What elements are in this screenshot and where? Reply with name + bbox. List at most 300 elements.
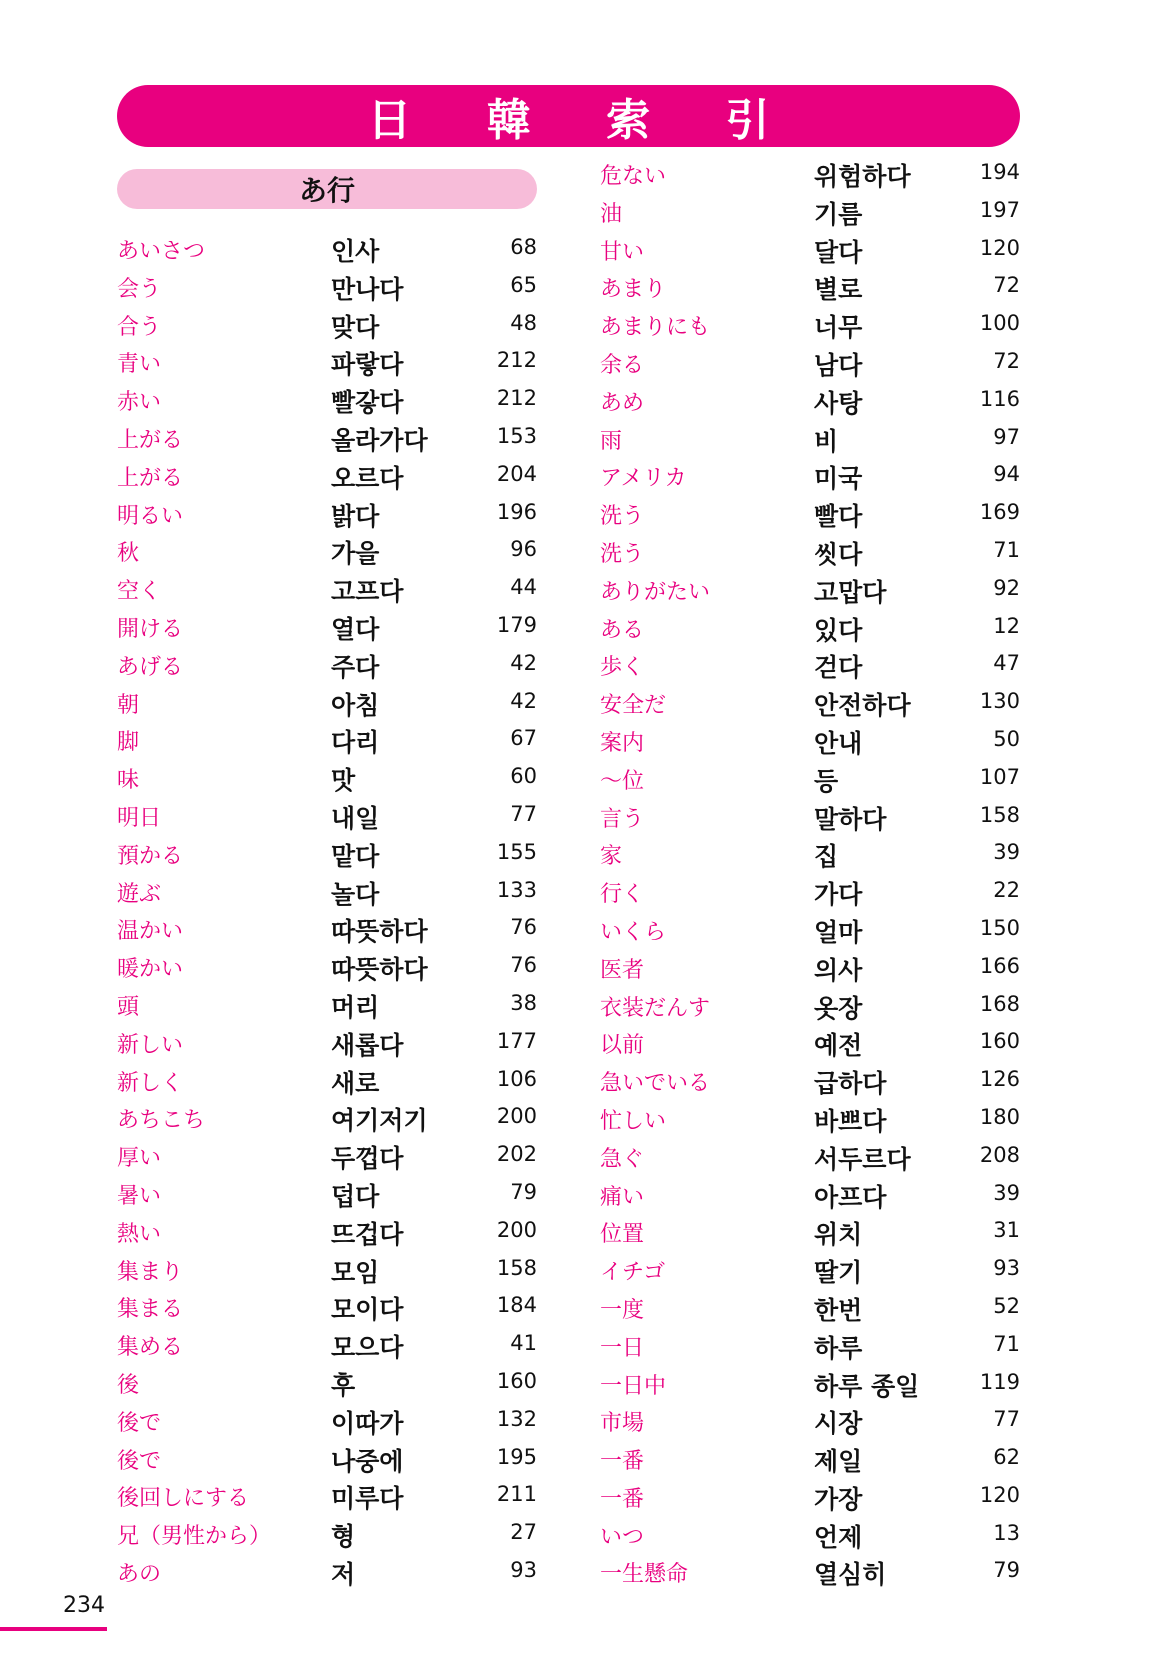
title-banner	[117, 85, 1020, 147]
page-reference: 179	[496, 612, 537, 637]
page-reference: 76	[510, 953, 537, 978]
japanese-term: 預かる	[117, 843, 184, 869]
korean-term: 씻다	[814, 539, 863, 569]
index-entry	[600, 493, 1020, 531]
index-entry	[600, 1363, 1020, 1401]
korean-term: 위험하다	[814, 162, 911, 191]
korean-term: 얼마	[814, 917, 863, 947]
page-reference: 71	[993, 537, 1020, 562]
page-reference: 44	[510, 575, 537, 600]
index-entry	[117, 984, 537, 1022]
page-reference: 208	[979, 1142, 1020, 1167]
index-entry	[117, 1060, 537, 1098]
page-reference: 100	[979, 311, 1020, 336]
korean-term: 안전하다	[814, 691, 911, 721]
korean-term: 밝다	[331, 501, 380, 531]
page-reference: 130	[979, 689, 1020, 714]
korean-term: 있다	[814, 615, 863, 645]
japanese-term: 開ける	[117, 616, 184, 642]
index-entry	[117, 946, 537, 984]
japanese-term: 合う	[117, 314, 162, 340]
korean-term: 다리	[331, 728, 380, 758]
index-entry	[117, 568, 537, 606]
page-reference: 72	[993, 348, 1020, 373]
index-entry	[117, 871, 537, 909]
japanese-term: 後回しにする	[117, 1486, 250, 1512]
index-entry	[600, 531, 1020, 569]
japanese-term: 厚い	[117, 1146, 162, 1172]
index-entry	[117, 1362, 537, 1400]
korean-term: 뜨겁다	[331, 1219, 404, 1249]
index-column-left	[117, 228, 537, 1589]
page-reference: 71	[993, 1331, 1020, 1356]
japanese-term: 上がる	[117, 465, 184, 491]
page-reference: 197	[979, 197, 1020, 222]
korean-term: 놀다	[331, 879, 380, 909]
index-entry	[117, 1438, 537, 1476]
index-entry	[117, 644, 537, 682]
index-entry	[117, 266, 537, 304]
page-reference: 93	[510, 1557, 537, 1582]
index-entry	[600, 947, 1020, 985]
japanese-term: ある	[600, 617, 645, 643]
page-reference: 169	[979, 500, 1020, 525]
index-entry	[117, 1211, 537, 1249]
page-reference: 97	[993, 424, 1020, 449]
japanese-term: イチゴ	[600, 1260, 666, 1286]
page-reference: 120	[979, 235, 1020, 260]
section-title: あ行	[298, 174, 355, 207]
korean-term: 나중에	[331, 1446, 404, 1476]
page-reference: 22	[993, 878, 1020, 903]
index-entry	[600, 1514, 1020, 1552]
japanese-term: 味	[117, 768, 140, 794]
index-entry	[600, 1325, 1020, 1363]
page-reference: 96	[510, 537, 537, 562]
japanese-term: 一日中	[600, 1373, 667, 1399]
page-reference: 150	[979, 915, 1020, 940]
korean-term: 한번	[814, 1295, 863, 1325]
index-entry	[117, 379, 537, 417]
japanese-term: あの	[117, 1561, 162, 1587]
japanese-term: あめ	[600, 390, 645, 416]
japanese-term: ～位	[600, 768, 645, 794]
japanese-term: あいさつ	[117, 239, 206, 264]
index-entry	[600, 1438, 1020, 1476]
page-reference: 13	[993, 1520, 1020, 1545]
korean-term: 별로	[814, 275, 863, 305]
japanese-term: 上がる	[117, 427, 184, 453]
page-reference: 79	[993, 1558, 1020, 1583]
page-reference: 155	[496, 839, 537, 864]
japanese-term: 暖かい	[117, 957, 184, 983]
page-reference: 41	[510, 1331, 537, 1356]
index-entry	[600, 418, 1020, 456]
korean-term: 이따가	[331, 1408, 404, 1438]
japanese-term: 案内	[600, 730, 645, 756]
index-entry	[117, 757, 537, 795]
korean-term: 제일	[814, 1447, 863, 1477]
korean-term: 말하다	[814, 804, 887, 834]
korean-term: 하루	[814, 1333, 863, 1363]
japanese-term: 一番	[600, 1486, 645, 1512]
korean-term: 위치	[814, 1220, 863, 1250]
japanese-term: 秋	[117, 541, 140, 567]
page-reference: 204	[496, 461, 537, 486]
page-reference: 72	[993, 273, 1020, 298]
japanese-term: あまり	[600, 277, 667, 303]
page-reference: 202	[496, 1142, 537, 1167]
korean-term: 가장	[814, 1484, 863, 1514]
index-entry	[117, 1513, 537, 1551]
index-entry	[600, 153, 1020, 191]
index-entry	[600, 644, 1020, 682]
page-reference: 180	[979, 1104, 1020, 1129]
japanese-term: 位置	[600, 1222, 645, 1248]
index-entry	[117, 493, 537, 531]
japanese-term: 集める	[117, 1335, 184, 1361]
korean-term: 언제	[814, 1522, 863, 1552]
korean-term: 올라가다	[331, 425, 428, 455]
page-reference: 177	[496, 1028, 537, 1053]
japanese-term: 甘い	[600, 239, 645, 265]
page-reference: 47	[993, 651, 1020, 676]
japanese-term: 洗う	[600, 541, 645, 567]
japanese-term: 衣装だんす	[600, 995, 711, 1021]
index-entry	[600, 682, 1020, 720]
page-reference: 212	[496, 386, 537, 411]
page-reference: 79	[510, 1179, 537, 1204]
korean-term: 미루다	[331, 1484, 404, 1514]
japanese-term: 集まり	[117, 1259, 184, 1285]
korean-term: 열심히	[814, 1560, 887, 1590]
japanese-term: 朝	[117, 692, 140, 718]
japanese-term: 行く	[600, 882, 645, 908]
index-entry	[600, 796, 1020, 834]
korean-term: 가다	[814, 880, 863, 910]
japanese-term: ありがたい	[600, 579, 711, 605]
korean-term: 만나다	[331, 274, 404, 304]
korean-term: 남다	[814, 350, 863, 380]
page-reference: 27	[510, 1520, 537, 1545]
page-reference: 166	[979, 953, 1020, 978]
japanese-term: いくら	[600, 919, 667, 945]
index-entry	[600, 1022, 1020, 1060]
page-reference: 48	[510, 310, 537, 335]
page-reference: 92	[993, 575, 1020, 600]
page-reference: 39	[993, 840, 1020, 865]
page-reference: 77	[510, 801, 537, 826]
japanese-term: 雨	[600, 428, 623, 454]
index-entry	[600, 1249, 1020, 1287]
index-entry	[117, 1173, 537, 1211]
japanese-term: 新しく	[117, 1070, 184, 1096]
korean-term: 달다	[814, 237, 863, 267]
korean-term: 가을	[331, 539, 380, 569]
index-entry	[600, 909, 1020, 947]
japanese-term: 暑い	[117, 1183, 162, 1209]
page-number-rule	[0, 1627, 107, 1631]
korean-term: 형	[331, 1522, 356, 1552]
korean-term: 모이다	[331, 1295, 404, 1325]
page-reference: 60	[510, 764, 537, 789]
page-reference: 158	[496, 1255, 537, 1280]
korean-term: 비	[814, 426, 839, 456]
index-entry	[600, 380, 1020, 418]
japanese-term: 一度	[600, 1297, 645, 1323]
korean-term: 예전	[814, 1031, 863, 1061]
index-entry	[600, 607, 1020, 645]
index-entry	[117, 908, 537, 946]
japanese-term: 後で	[117, 1448, 162, 1474]
korean-term: 급하다	[814, 1069, 887, 1099]
japanese-term: 余る	[600, 352, 645, 378]
korean-term: 따뜻하다	[331, 955, 428, 985]
japanese-term: 一生懸命	[600, 1562, 689, 1588]
japanese-term: あまりにも	[600, 315, 711, 341]
japanese-term: 市場	[600, 1411, 645, 1437]
japanese-term: 頭	[117, 994, 140, 1020]
korean-term: 여기저기	[331, 1106, 428, 1136]
index-column-right	[600, 153, 1020, 1589]
page-title: 日 韓 索 引	[367, 95, 800, 146]
japanese-term: 遊ぶ	[117, 881, 162, 907]
index-entry	[117, 530, 537, 568]
index-entry	[117, 1249, 537, 1287]
korean-term: 서두르다	[814, 1144, 911, 1174]
section-header	[117, 169, 537, 209]
index-entry	[600, 1174, 1020, 1212]
korean-term: 따뜻하다	[331, 917, 428, 947]
page-reference: 93	[993, 1256, 1020, 1281]
page-reference: 39	[993, 1180, 1020, 1205]
index-entry	[600, 266, 1020, 304]
index-entry	[117, 795, 537, 833]
index-entry	[117, 228, 537, 266]
korean-term: 새롭다	[331, 1030, 404, 1060]
korean-term: 너무	[814, 313, 863, 343]
index-entry	[600, 871, 1020, 909]
page-reference: 160	[496, 1368, 537, 1393]
japanese-term: 家	[600, 844, 623, 870]
japanese-term: 会う	[117, 276, 162, 302]
index-entry	[117, 833, 537, 871]
index-entry	[600, 191, 1020, 229]
index-entry	[600, 229, 1020, 267]
korean-term: 미국	[814, 464, 863, 494]
page-reference: 126	[979, 1067, 1020, 1092]
korean-term: 고프다	[331, 577, 404, 607]
japanese-term: 洗う	[600, 504, 645, 530]
index-entry	[600, 1400, 1020, 1438]
page-reference: 194	[979, 160, 1020, 184]
japanese-term: 温かい	[117, 919, 184, 945]
index-entry	[117, 1286, 537, 1324]
page-reference: 65	[510, 272, 537, 297]
korean-term: 덥다	[331, 1181, 380, 1211]
korean-term: 두껍다	[331, 1144, 404, 1174]
japanese-term: いつ	[600, 1524, 645, 1550]
korean-term: 하루 종일	[814, 1371, 920, 1401]
korean-term: 안내	[814, 728, 863, 758]
korean-term: 저	[331, 1559, 356, 1589]
page-reference: 184	[496, 1293, 537, 1318]
korean-term: 시장	[814, 1409, 863, 1439]
korean-term: 집	[814, 842, 839, 872]
index-entry	[600, 1287, 1020, 1325]
japanese-term: 一日	[600, 1335, 645, 1361]
korean-term: 내일	[331, 803, 380, 833]
japanese-term: 痛い	[600, 1184, 645, 1210]
index-entry	[600, 304, 1020, 342]
page-reference: 116	[979, 386, 1020, 411]
page-reference: 42	[510, 688, 537, 713]
korean-term: 아프다	[814, 1182, 887, 1212]
page-reference: 76	[510, 915, 537, 940]
page-reference: 195	[496, 1444, 537, 1469]
page-reference: 196	[496, 499, 537, 524]
index-entry	[117, 719, 537, 757]
japanese-term: 以前	[600, 1033, 645, 1059]
japanese-term: アメリカ	[600, 466, 687, 492]
page-reference: 133	[496, 877, 537, 902]
index-entry	[117, 1400, 537, 1438]
korean-term: 파랗다	[331, 350, 404, 380]
index-entry	[117, 455, 537, 493]
japanese-term: 新しい	[117, 1032, 184, 1058]
korean-term: 주다	[331, 652, 380, 682]
korean-term: 모임	[331, 1257, 380, 1287]
korean-term: 후	[331, 1370, 356, 1400]
index-entry	[600, 1060, 1020, 1098]
korean-term: 등	[814, 766, 839, 796]
japanese-term: 脚	[117, 730, 140, 756]
korean-term: 빨갛다	[331, 388, 404, 418]
japanese-term: あちこち	[117, 1108, 206, 1134]
japanese-term: 後	[117, 1372, 140, 1398]
page-reference: 62	[993, 1445, 1020, 1470]
page-reference: 158	[979, 802, 1020, 827]
page-number: 234	[63, 1593, 105, 1618]
index-entry	[600, 720, 1020, 758]
page-reference: 132	[496, 1406, 537, 1431]
index-entry	[600, 985, 1020, 1023]
japanese-term: 一番	[600, 1449, 645, 1475]
index-entry	[600, 1098, 1020, 1136]
index-entry	[600, 569, 1020, 607]
page-reference: 12	[993, 613, 1020, 638]
japanese-term: 熱い	[117, 1221, 162, 1247]
index-entry	[117, 606, 537, 644]
japanese-term: 後で	[117, 1410, 162, 1436]
index-entry	[600, 455, 1020, 493]
japanese-term: 油	[600, 201, 623, 227]
page-reference: 211	[496, 1482, 537, 1507]
index-entry	[117, 341, 537, 379]
index-entry	[117, 417, 537, 455]
korean-term: 맡다	[331, 841, 380, 871]
korean-term: 머리	[331, 992, 380, 1022]
korean-term: 오르다	[331, 463, 404, 493]
japanese-term: 危ない	[600, 164, 667, 189]
japanese-term: 青い	[117, 352, 162, 378]
index-entry	[600, 1476, 1020, 1514]
japanese-term: 空く	[117, 579, 162, 605]
korean-term: 아침	[331, 690, 380, 720]
index-entry	[117, 1551, 537, 1589]
korean-term: 맛	[331, 766, 356, 796]
page-reference: 67	[510, 726, 537, 751]
index-entry	[117, 682, 537, 720]
page-reference: 200	[496, 1104, 537, 1129]
page-reference: 50	[993, 726, 1020, 751]
korean-term: 걷다	[814, 653, 863, 683]
index-entry	[600, 1551, 1020, 1589]
korean-term: 기름	[814, 199, 863, 229]
japanese-term: 忙しい	[600, 1108, 667, 1134]
korean-term: 열다	[331, 614, 380, 644]
japanese-term: 明日	[117, 805, 162, 831]
page-reference: 153	[496, 423, 537, 448]
page-reference: 38	[510, 990, 537, 1015]
korean-term: 의사	[814, 955, 863, 985]
index-entry	[117, 1475, 537, 1513]
japanese-term: 安全だ	[600, 693, 667, 719]
page-reference: 160	[979, 1029, 1020, 1054]
index-entry	[600, 758, 1020, 796]
page-reference: 94	[993, 462, 1020, 487]
page-reference: 120	[979, 1482, 1020, 1507]
page-reference: 107	[979, 764, 1020, 789]
japanese-term: 急ぐ	[600, 1146, 645, 1172]
korean-term: 고맙다	[814, 577, 887, 607]
japanese-term: 医者	[600, 957, 645, 983]
index-entry	[117, 1135, 537, 1173]
japanese-term: 兄（男性から）	[117, 1524, 272, 1550]
page-reference: 200	[496, 1217, 537, 1242]
japanese-term: 明るい	[117, 503, 184, 529]
page-reference: 52	[993, 1293, 1020, 1318]
korean-term: 새로	[331, 1068, 380, 1098]
index-entry	[600, 1211, 1020, 1249]
korean-term: 맞다	[331, 312, 380, 342]
index-entry	[600, 342, 1020, 380]
index-entry	[117, 304, 537, 342]
japanese-term: 言う	[600, 806, 645, 832]
japanese-term: 急いでいる	[600, 1071, 711, 1097]
korean-term: 빨다	[814, 502, 863, 532]
page-reference: 212	[496, 348, 537, 373]
japanese-term: 赤い	[117, 390, 162, 416]
index-entry	[117, 1097, 537, 1135]
korean-term: 딸기	[814, 1258, 863, 1288]
page-reference: 106	[496, 1066, 537, 1091]
index-entry	[117, 1022, 537, 1060]
page-reference: 119	[979, 1369, 1020, 1394]
japanese-term: 集まる	[117, 1297, 184, 1323]
page-reference: 168	[979, 991, 1020, 1016]
korean-term: 인사	[331, 237, 380, 266]
index-entry	[117, 1324, 537, 1362]
korean-term: 바쁘다	[814, 1106, 887, 1136]
page-reference: 68	[510, 235, 537, 259]
korean-term: 모으다	[331, 1333, 404, 1363]
index-entry	[600, 833, 1020, 871]
japanese-term: 歩く	[600, 655, 645, 681]
korean-term: 옷장	[814, 993, 863, 1023]
page-reference: 77	[993, 1407, 1020, 1432]
page-reference: 31	[993, 1218, 1020, 1243]
